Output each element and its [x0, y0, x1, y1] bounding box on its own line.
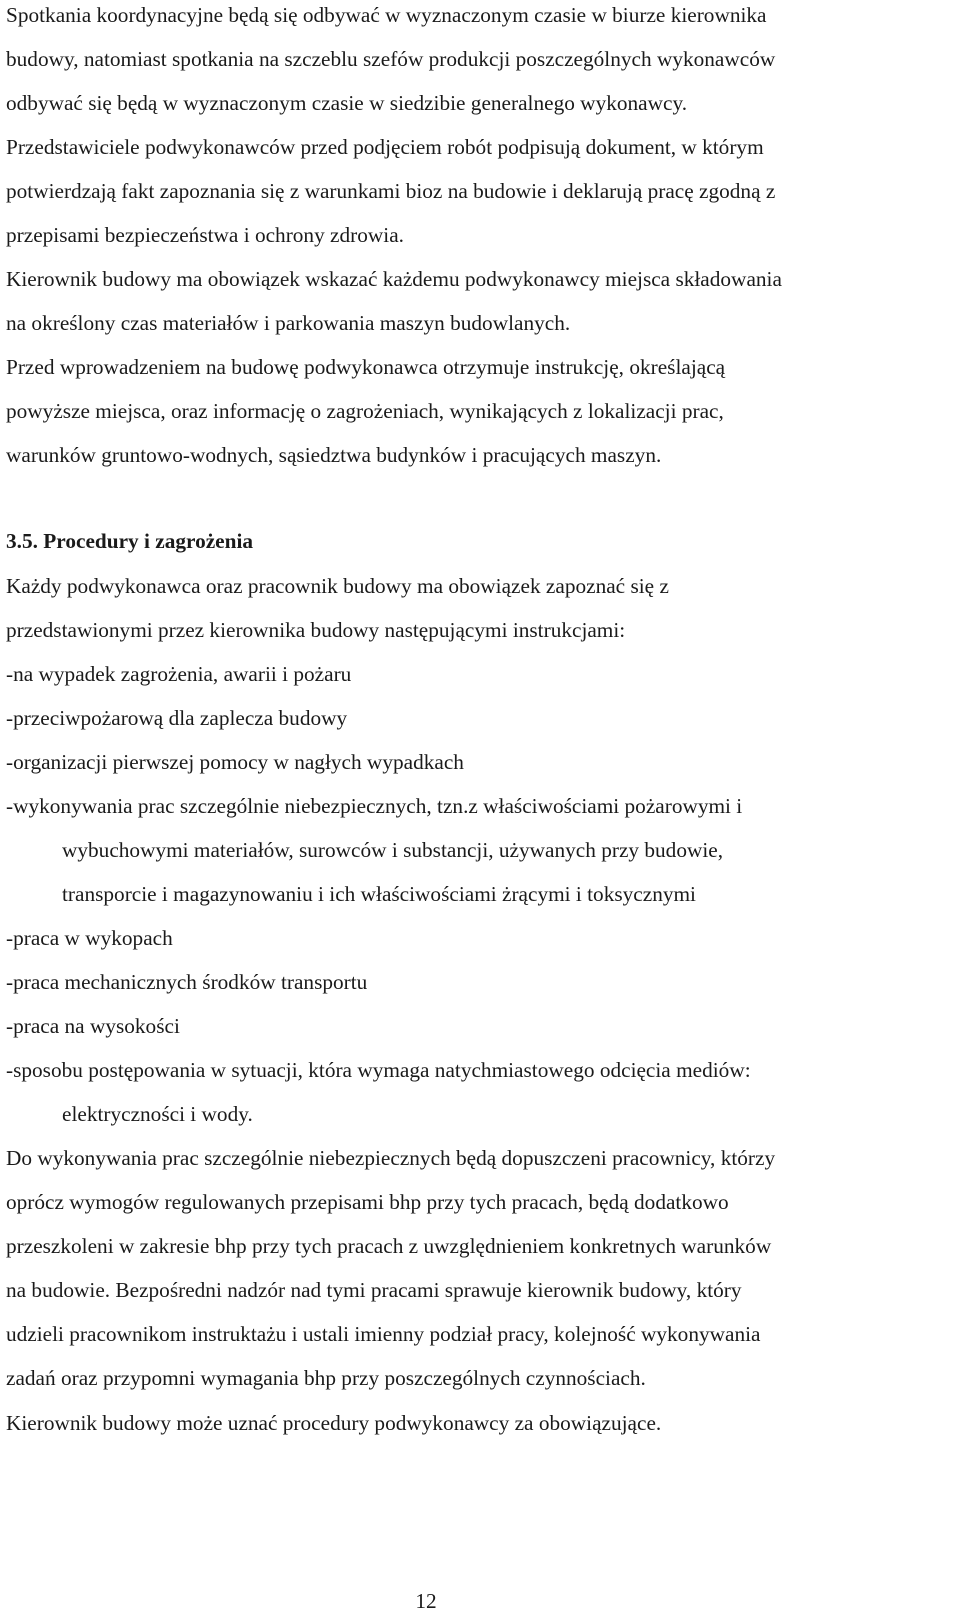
body-text-line: udzieli pracownikom instruktażu i ustali imienny podział pracy, kolejność wykonywania	[6, 1322, 761, 1346]
body-text-line: potwierdzają fakt zapoznania się z warunkami bioz na budowie i deklarują pracę zgodną z	[6, 179, 776, 203]
list-item-continuation: transporcie i magazynowaniu i ich właściwościami żrącymi i toksycznymi	[62, 882, 696, 906]
body-text-line: Każdy podwykonawca oraz pracownik budowy ma obowiązek zapoznać się z	[6, 574, 669, 598]
body-text-line: na budowie. Bezpośredni nadzór nad tymi pracami sprawuje kierownik budowy, który	[6, 1278, 742, 1302]
body-text-line: Przed wprowadzeniem na budowę podwykonawca otrzymuje instrukcję, określającą	[6, 355, 726, 379]
body-text-line: Do wykonywania prac szczególnie niebezpiecznych będą dopuszczeni pracownicy, którzy	[6, 1146, 776, 1170]
body-text-line: warunków gruntowo-wodnych, sąsiedztwa budynków i pracujących maszyn.	[6, 443, 662, 467]
list-item-continuation: wybuchowymi materiałów, surowców i substancji, używanych przy budowie,	[62, 838, 724, 862]
list-item: -sposobu postępowania w sytuacji, która wymaga natychmiastowego odcięcia mediów:	[6, 1058, 751, 1082]
body-text-line: powyższe miejsca, oraz informację o zagrożeniach, wynikających z lokalizacji prac,	[6, 399, 724, 423]
body-text-line: przepisami bezpieczeństwa i ochrony zdrowia.	[6, 223, 404, 247]
body-text-line: oprócz wymogów regulowanych przepisami bhp przy tych pracach, będą dodatkowo	[6, 1190, 729, 1214]
body-text-line: Kierownik budowy może uznać procedury podwykonawcy za obowiązujące.	[6, 1411, 662, 1435]
body-text-line: Przedstawiciele podwykonawców przed podjęciem robót podpisują dokument, w którym	[6, 135, 764, 159]
list-item: -praca w wykopach	[6, 926, 173, 950]
list-item: -przeciwpożarową dla zaplecza budowy	[6, 706, 348, 730]
body-text-line: przeszkoleni w zakresie bhp przy tych pracach z uwzględnieniem konkretnych warunków	[6, 1234, 772, 1258]
body-text-line: Spotkania koordynacyjne będą się odbywać w wyznaczonym czasie w biurze kierownika	[6, 3, 767, 27]
list-item-continuation: elektryczności i wody.	[62, 1102, 253, 1126]
body-text-line: zadań oraz przypomni wymagania bhp przy poszczególnych czynnościach.	[6, 1366, 646, 1390]
list-item: -praca mechanicznych środków transportu	[6, 970, 368, 994]
page-number: 12	[415, 1589, 437, 1613]
body-text-line: przedstawionymi przez kierownika budowy następującymi instrukcjami:	[6, 618, 626, 642]
list-item: -wykonywania prac szczególnie niebezpiecznych, tzn.z właściwościami pożarowymi i	[6, 794, 743, 818]
list-item: -organizacji pierwszej pomocy w nagłych wypadkach	[6, 750, 464, 774]
section-heading: 3.5. Procedury i zagrożenia	[6, 529, 254, 553]
list-item: -praca na wysokości	[6, 1014, 180, 1038]
list-item: -na wypadek zagrożenia, awarii i pożaru	[6, 662, 352, 686]
body-text-line: na określony czas materiałów i parkowania maszyn budowlanych.	[6, 311, 571, 335]
body-text-line: budowy, natomiast spotkania na szczeblu szefów produkcji poszczególnych wykonawców	[6, 47, 776, 71]
body-text-line: odbywać się będą w wyznaczonym czasie w siedzibie generalnego wykonawcy.	[6, 91, 688, 115]
body-text-line: Kierownik budowy ma obowiązek wskazać każdemu podwykonawcy miejsca składowania	[6, 267, 782, 291]
